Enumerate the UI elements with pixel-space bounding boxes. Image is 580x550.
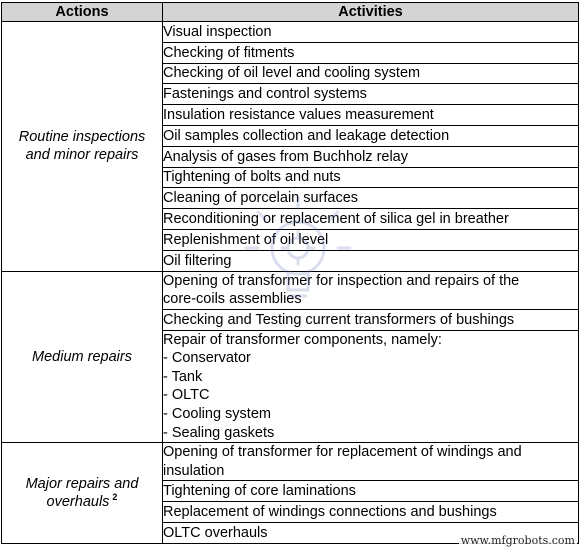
table-header-row <box>2 3 579 22</box>
activity-cell: Cleaning of porcelain surfaces <box>163 188 579 209</box>
activity-cell <box>163 443 579 481</box>
activity-cell: Checking of oil level and cooling system <box>163 63 579 84</box>
action-line: Medium repairs <box>32 348 132 365</box>
activity-cell: Checking and Testing current transformers of bushings <box>163 309 579 330</box>
table-row <box>2 443 579 481</box>
header-activities: Activities <box>163 3 579 22</box>
action-line: Routine inspections <box>18 129 146 146</box>
table-row <box>2 271 579 309</box>
activity-cell: Checking of fitments <box>163 42 579 63</box>
activity-line: Opening of transformer for replacement of windings and <box>163 444 522 461</box>
footnote-marker: 2 <box>112 492 118 503</box>
activity-cell: Visual inspection <box>163 22 579 43</box>
action-major-repairs <box>2 443 163 544</box>
activity-cell: Insulation resistance values measurement <box>163 105 579 126</box>
activity-cell <box>163 271 579 309</box>
activity-cell: Analysis of gases from Buchholz relay <box>163 146 579 167</box>
activity-line: - Tank <box>163 368 203 385</box>
action-line: Major repairs and <box>25 475 139 492</box>
activity-cell: Replenishment of oil level <box>163 229 579 250</box>
activity-line: - Cooling system <box>163 405 271 422</box>
action-routine-inspections <box>2 22 163 272</box>
activity-line: Opening of transformer for inspection and repairs of the <box>163 272 520 289</box>
activity-cell: Tightening of bolts and nuts <box>163 167 579 188</box>
maintenance-actions-table <box>1 2 579 544</box>
activity-cell: Reconditioning or replacement of silica gel in breather <box>163 209 579 230</box>
activity-line: insulation <box>163 462 225 479</box>
activity-cell: Fastenings and control systems <box>163 84 579 105</box>
activity-cell: Oil samples collection and leakage detection <box>163 125 579 146</box>
activity-line: - OLTC <box>163 387 210 404</box>
action-line: and minor repairs <box>25 147 139 164</box>
activity-line: Repair of transformer components, namely: <box>163 331 442 348</box>
watermark-credit: www.mfgrobots.com <box>460 534 575 547</box>
action-line-text: overhauls <box>46 493 110 510</box>
action-line <box>2 493 162 511</box>
activity-cell <box>163 330 579 443</box>
activity-cell: Replacement of windings connections and bushings <box>163 502 579 523</box>
table-row <box>2 22 579 43</box>
activity-line: - Conservator <box>163 350 251 367</box>
activity-line: core-coils assemblies <box>163 291 302 308</box>
activity-cell: Oil filtering <box>163 250 579 271</box>
header-actions: Actions <box>2 3 163 22</box>
activity-cell: Tightening of core laminations <box>163 481 579 502</box>
action-medium-repairs <box>2 271 163 443</box>
activity-cell: OLTC overhauls <box>163 522 579 543</box>
activity-line: - Sealing gaskets <box>163 424 275 441</box>
